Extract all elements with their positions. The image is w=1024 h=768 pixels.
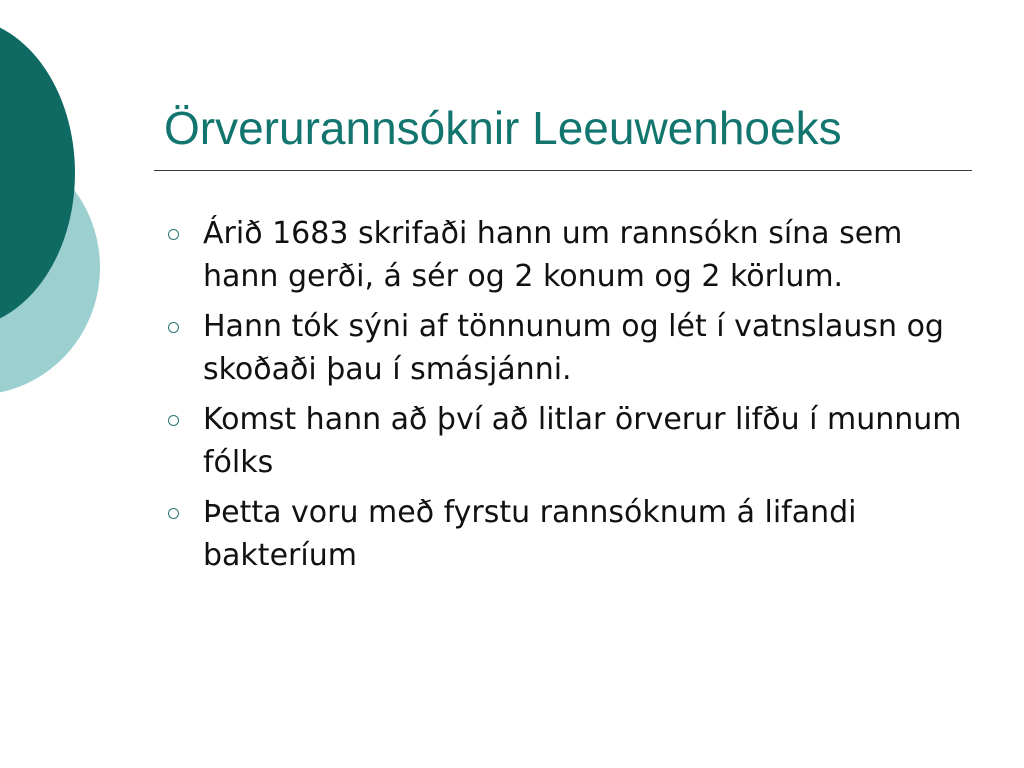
bullet-list [164, 212, 964, 584]
bullet-text: Árið 1683 skrifaði hann um rannsókn sína sem hann gerði, á sér og 2 konum og 2 körlum. [203, 216, 903, 294]
bullet-circle-icon [168, 322, 179, 333]
bullet-text: Þetta voru með fyrstu rannsóknum á lifandi bakteríum [203, 495, 857, 573]
bullet-item [164, 305, 964, 391]
bullet-text: Komst hann að því að litlar örverur lifðu í munnum fólks [203, 402, 962, 480]
title-divider [154, 170, 972, 171]
bullet-circle-icon [168, 415, 179, 426]
bullet-circle-icon [168, 508, 179, 519]
bullet-item [164, 491, 964, 577]
bullet-item [164, 212, 964, 298]
bullet-text: Hann tók sýni af tönnunum og lét í vatnslausn og skoðaði þau í smásjánni. [203, 309, 944, 387]
bullet-item [164, 398, 964, 484]
slide-title: Örverurannsóknir Leeuwenhoeks [164, 102, 842, 154]
bullet-circle-icon [168, 229, 179, 240]
